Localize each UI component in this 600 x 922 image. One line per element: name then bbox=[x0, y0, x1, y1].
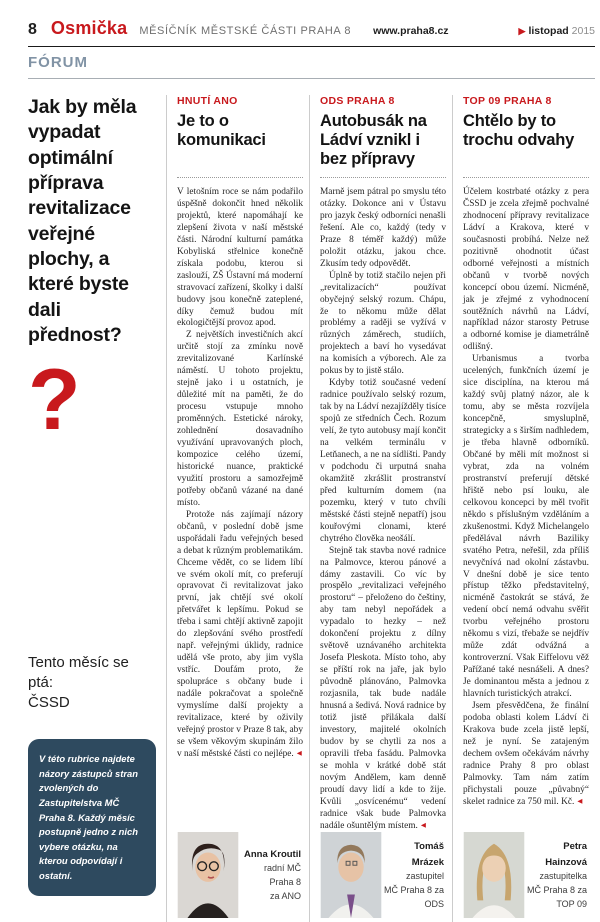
answer-body bbox=[463, 187, 589, 809]
author-role: za ANO bbox=[269, 891, 301, 902]
issue-month: listopad bbox=[528, 25, 569, 37]
author-role: MČ Praha 8 za TOP 09 bbox=[526, 884, 587, 909]
party-label: TOP 09 PRAHA 8 bbox=[463, 95, 552, 107]
party-label: ODS PRAHA 8 bbox=[320, 95, 395, 107]
party-label: HNUTÍ ANO bbox=[177, 95, 238, 107]
section-bar bbox=[28, 47, 595, 79]
issue-year: 2015 bbox=[571, 25, 595, 37]
author-caption bbox=[239, 847, 303, 904]
question-text: Jak by měla vypadat optimální příprava revitalizace veřejné plochy, a které byste dali přednost? bbox=[28, 96, 137, 347]
answer-paragraph: Stejně tak stavba nové radnice na Palmovce, kterou pánové a dámy zastavili. Co víc by prospělo „revitalizaci veřejného prostoru“ – přeloženo do češtiny, aby tam nebyl nepořádek a vypadalo to hezky – než dokončení projektu z dílny světově uznávaného architekta Josefa Pleskota. Místo toho, aby se příští rok na jaře, jak bylo původně plánováno, Palmovka rozjasnila, tak bude nadále hnusná a šedivá. Nová radnice by totiž jistě přilákala další investory, majitelé okolních budov by se chytli za nos a opravili třeba fasádu. Palmovka se mohla v krátké době stát novým Andělem, kam denně proudí davy lidí a kde to žije. Kvůli „osvícenému“ vedení radnice však bude Palmovka nadále ošuntělým místem. ◀ bbox=[320, 545, 446, 831]
answer-title: Autobusák na Ládví vznikl i bez přípravy bbox=[320, 112, 427, 169]
column-header bbox=[320, 95, 446, 177]
answer-title: Je to o komunikaci bbox=[177, 112, 266, 150]
column-header bbox=[177, 95, 303, 177]
divider bbox=[320, 177, 446, 178]
author-block bbox=[320, 832, 446, 918]
end-mark-icon: ◀ bbox=[296, 749, 302, 757]
main-content bbox=[28, 95, 595, 909]
answer-column-top09 bbox=[452, 95, 595, 922]
answer-paragraph: V letošním roce se nám podařilo úspěšně dokončit hned několik projektů, které napomáhají ke zlepšení života v naší městské části. Národní kulturní památka Kobyliská střelnice konečně získala podobu, kterou si zaslouží, ZŠ Ústavní má moderní stravovací zařízení, školky i další budovy jsou konečně zateplené, díky čemuž budou mít ekologičtější provoz apod. bbox=[177, 187, 303, 329]
issue-date bbox=[519, 25, 595, 37]
author-role: zastupitel bbox=[405, 870, 444, 881]
column-header bbox=[463, 95, 589, 177]
arrow-icon: ▶ bbox=[518, 26, 526, 36]
page-number: 8 bbox=[28, 21, 37, 38]
section-title: FÓRUM bbox=[28, 54, 88, 71]
author-role: zastupitelka bbox=[539, 870, 587, 881]
answer-body bbox=[320, 187, 446, 832]
answer-column-ods bbox=[309, 95, 452, 922]
asker-party: ČSSD bbox=[28, 694, 70, 712]
divider bbox=[177, 177, 303, 178]
author-block bbox=[177, 832, 303, 918]
author-photo bbox=[463, 832, 525, 918]
answer-title: Chtělo by to trochu odvahy bbox=[463, 112, 575, 150]
end-mark-icon: ◀ bbox=[420, 821, 426, 829]
answer-paragraph: Urbanismus a tvorba ucelených, funkčních území je sice disciplína, na kterou má každý svůj platný názor, ale k tomu, aby se města rozvíjela koncepčně, smysluplně, strategicky a s širším nadhledem, je třeba hlavně odborníků. Občané by měli mít možnost si vybrat, zda na volném prostranství preferují dětské hřiště nebo psí louku, ale celkovou koncepci by měl tvořit někdo s příslušným vzděláním a zkušenostmi. Když Michelangelo předělával návrh Baziliky svatého Petra, neřešil, zda příliš nevyčnívá nad okolní zástavbu. V dnešní době je sice tento přístup těžko představitelný, nicméně častokrát se stává, že vedení obcí nemá odvahu svěřit tvorbu veřejného prostoru někomu s vizí, třebaže se nejdřív může zdát odvážná a kontroverzní. Však Eiffelovu věž Pařížané také nesnášeli. A dnes? Je dominantou města a jednou z hlavních turistických atrakcí. bbox=[463, 354, 589, 700]
answer-body bbox=[177, 187, 303, 761]
divider bbox=[463, 177, 589, 178]
answer-column-ano bbox=[166, 95, 309, 922]
answer-paragraph: Jsem přesvědčena, že finální podoba oblasti kolem Ládví či Krakova bude zcela jistě lepší, než je nyní. Se zatajeným dechem ovšem očekávám návrhy radnice Prahy 8 pro oblast Palmovky. Tam nám zatím přichystali pouze „půvabný“ skelet radnice za 750 mil. Kč. ◀ bbox=[463, 700, 589, 807]
author-name: Anna Kroutil bbox=[244, 848, 301, 860]
rubric-info-box: V této rubrice najdete názory zástupců stran zvolených do Zastupitelstva MČ Praha 8. Každý měsíc postupně jedno z nich vybere otázku, na kterou odpovídají i ostatní. bbox=[28, 739, 156, 896]
answer-paragraph: Kdyby totiž současné vedení radnice používalo selský rozum, tak by na Ládví nezajížděly tisíce spojů ze středních Čech. Rozum velí, že tyto autobusy mají končit na velkém terminálu v Letňanech, a ne na sídlišti. Pandy v podchodu či urputná snaha okamžitě zkrášlit prostranství před kulturním domem (na pozemku, který v tuto chvíli městské části stejně nepatří) jsou kouřovými clonami, které chytrého člověka neošálí. bbox=[320, 378, 446, 544]
brand-logo: Osmička bbox=[50, 18, 128, 38]
author-caption bbox=[382, 839, 446, 911]
asker-block bbox=[28, 653, 156, 714]
question-mark: ? bbox=[28, 352, 81, 449]
author-role: MČ Praha 8 za ODS bbox=[383, 884, 444, 909]
answer-paragraph: Účelem kostrbaté otázky z pera ČSSD je zcela zřejmě pochvalné zhodnocení přípravy revitalizace Ládví a Krakova, které v současnosti probíhá. Nelze než pozitivně ohodnotit účast odborné veřejnosti a místních občanů v tvorbě nových koncepcí obou území. Nicméně, jak je zřejmé z vyhodnocení soutěžních návrhů na Ládví, například názor starosty Petruse a odborné komise je diametrálně odlišný. bbox=[463, 187, 589, 353]
answer-paragraph: Z největších investičních akcí určitě stojí za zmínku nově zrevitalizované Karlínské náměstí. U tohoto projektu, stejně jako i u ostatních, je důležité mít na paměti, že do procesu vstupuje mnoho proměnných. Estetické nároky, zohlednění dosavadního využívání upravovaných ploch, kompozice celého území, historické nuance, praktické využití prostoru a samozřejmě potřeby občanů vázané na dané místo. bbox=[177, 330, 303, 508]
author-photo bbox=[177, 832, 239, 918]
author-block bbox=[463, 832, 589, 918]
asker-label: Tento měsíc se ptá: bbox=[28, 653, 129, 691]
answer-paragraph: Protože nás zajímají názory občanů, v poslední době jsme uspořádali řadu veřejných besed a debat k různým problematikám. Chceme vědět, co se lidem líbí ve svém okolí mít, co preferují opravovat či revitalizovat jako první, jak chtějí své okolí přetvářet k lepšímu. Pokud se třeba i sami chtějí aktivně zapojit do zlepšování svého prostředí např. veřejnými úklidy, radnice udělá vše proto, aby jim vyšla vstříc. Doufám proto, že spolupráce s občany bude i nadále pokračovat a společně vymyslíme další projekty a revitalizace, které by oživily veřejný prostor v Praze 8 tak, aby se všem věkovým skupinám žilo v naší městské části co nejlépe. ◀ bbox=[177, 509, 303, 759]
author-role: radní MČ Praha 8 bbox=[263, 863, 301, 888]
masthead-subtitle: MĚSÍČNÍK MĚSTSKÉ ČÁSTI PRAHA 8 bbox=[139, 25, 352, 37]
page-header bbox=[28, 18, 595, 47]
end-mark-icon: ◀ bbox=[577, 797, 583, 805]
website-url: www.praha8.cz bbox=[373, 25, 449, 37]
author-photo bbox=[320, 832, 382, 918]
author-caption bbox=[525, 839, 589, 911]
author-name: Tomáš Mrázek bbox=[411, 841, 444, 868]
question-column bbox=[28, 95, 166, 922]
author-name: Petra Hainzová bbox=[545, 841, 587, 868]
answer-paragraph: Úplně by totiž stačilo nejen při „revitalizacích“ používat obyčejný selský rozum. Chápu, že to někomu může dělat problémy a raději se vyžívá v různých záměrech, studiích, projektech a baví ho vysedávat na komisích a výborech. Ale za pokus by to jistě stálo. bbox=[320, 270, 446, 377]
answer-paragraph: Marně jsem pátral po smyslu této otázky. Dokonce ani v Ústavu pro jazyk český odborníci nenašli řešení. Ale co, každý (tedy v Praze 8 téměř každý) může položit otázku, jakou chce. Zkusím tedy odpovědět. bbox=[320, 187, 446, 269]
